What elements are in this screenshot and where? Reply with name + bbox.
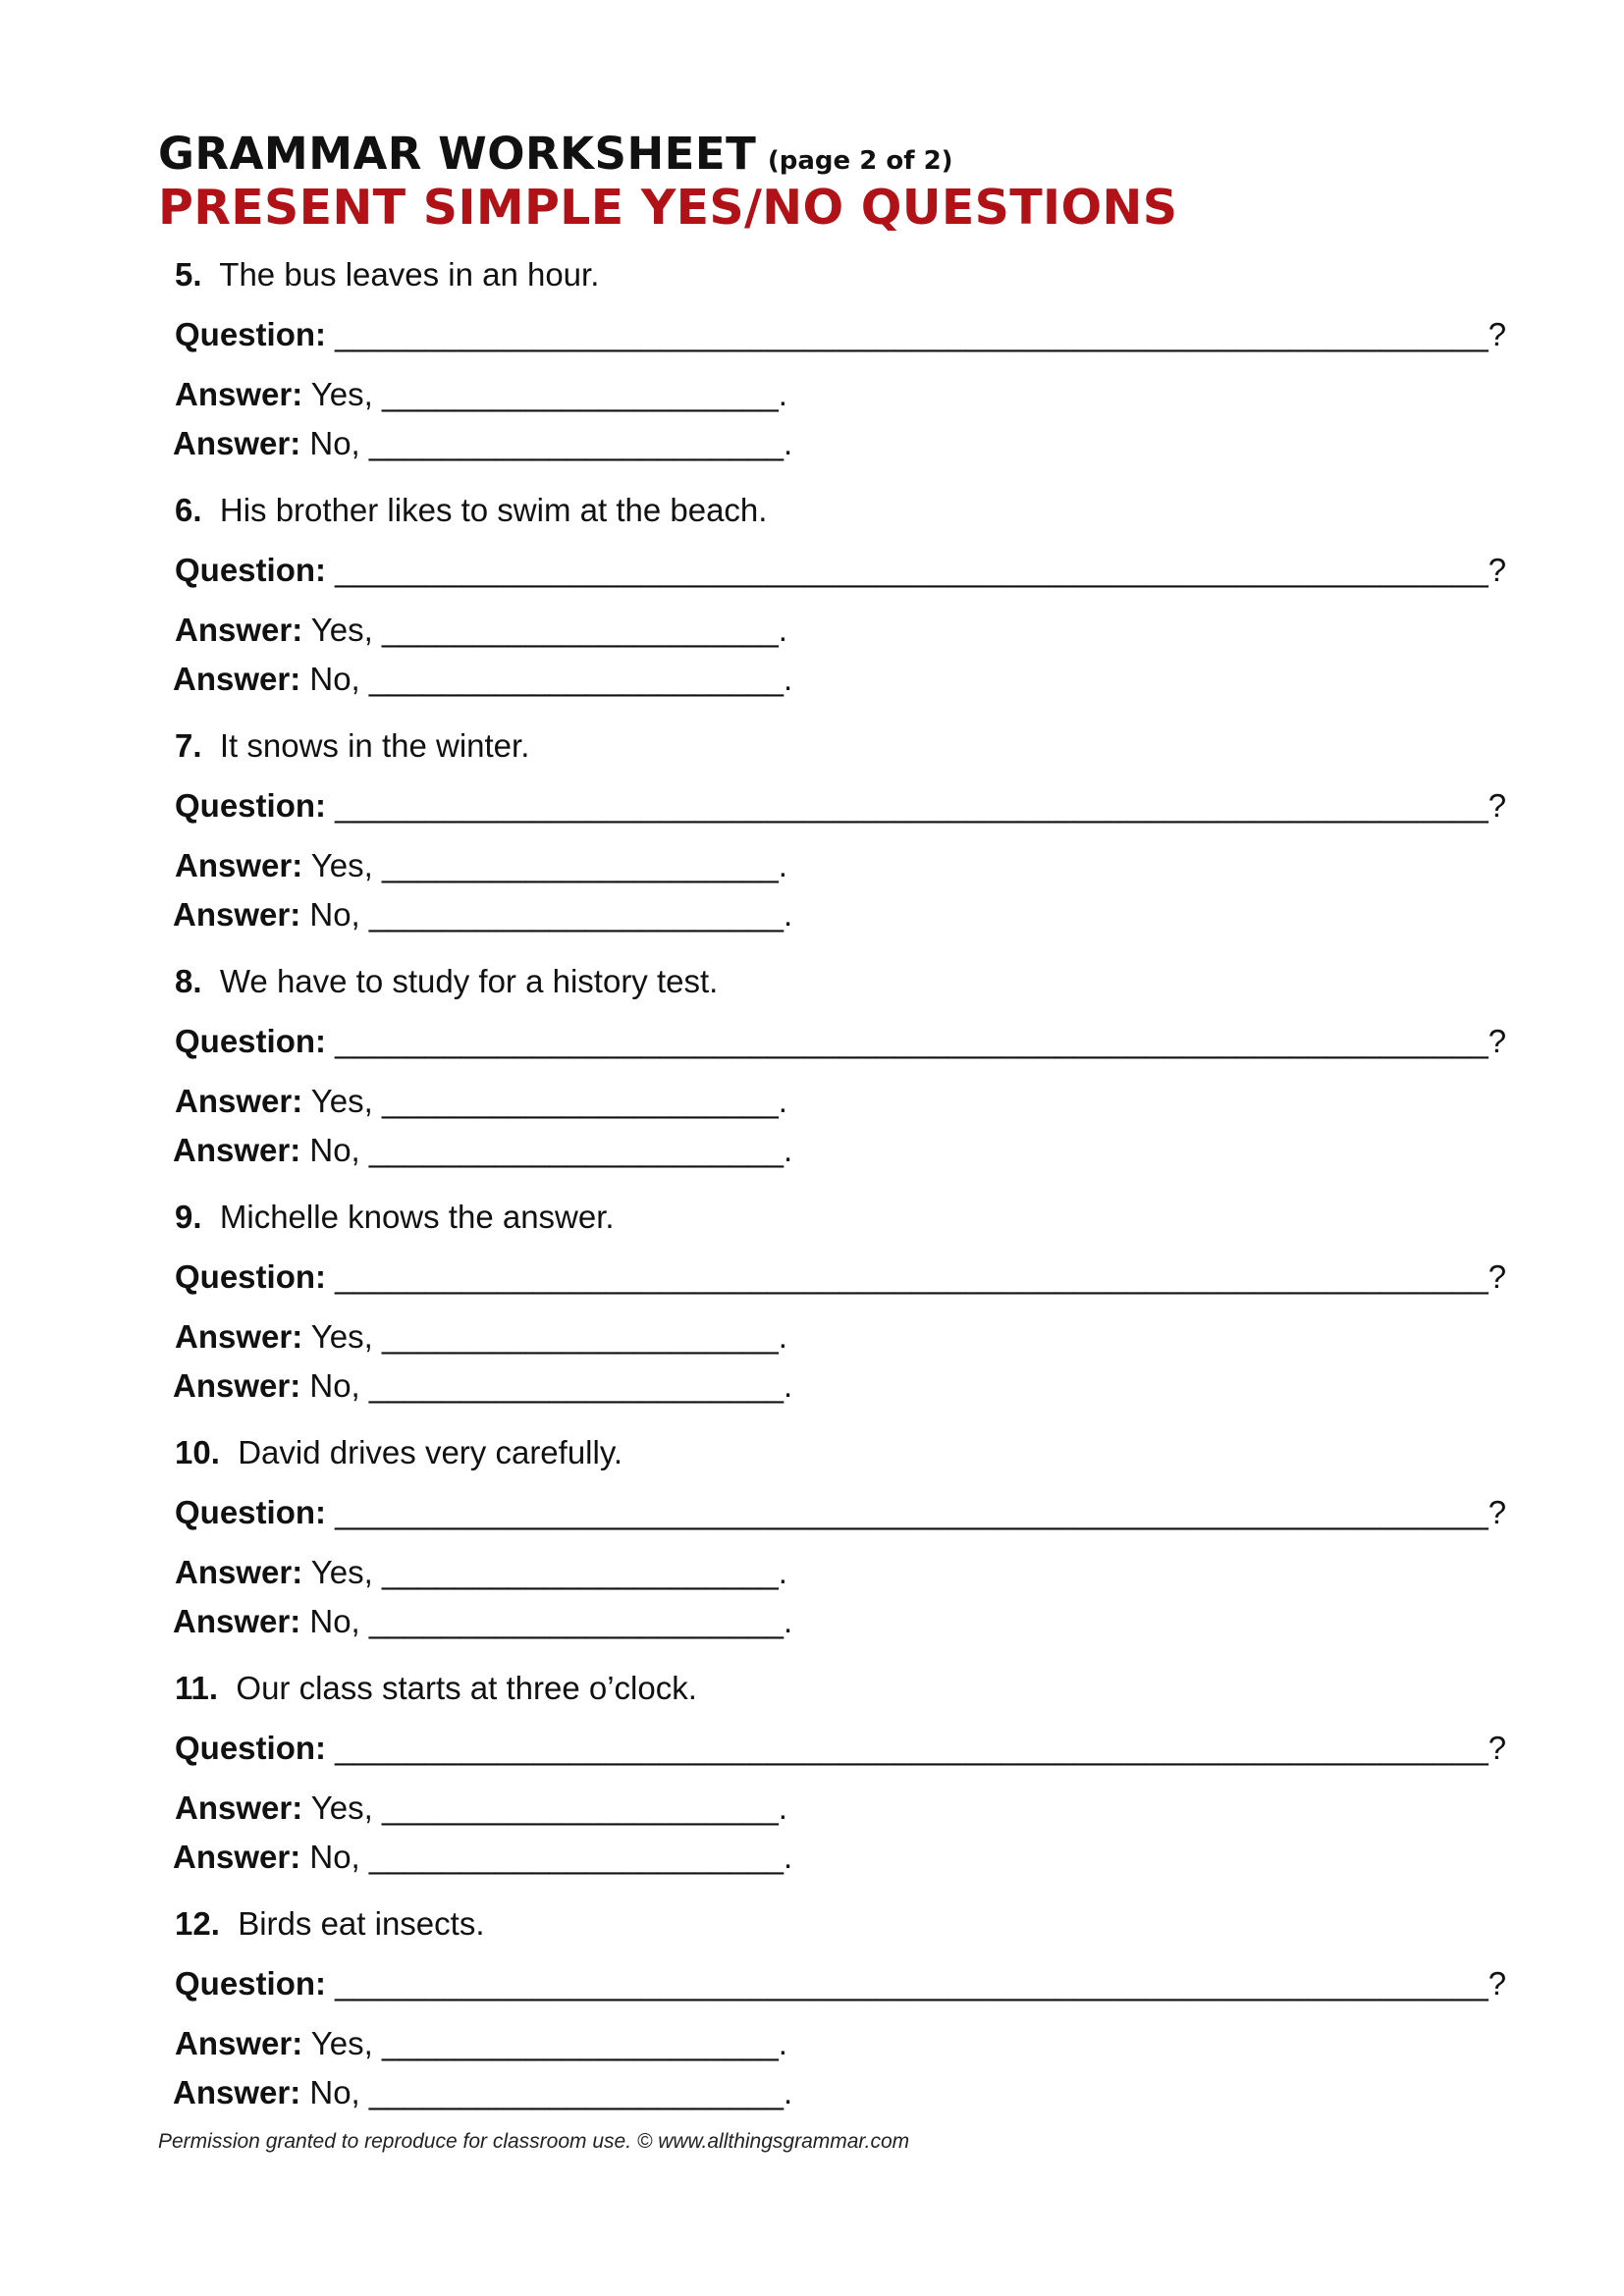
- item-sentence-text: We have to study for a history test.: [219, 963, 719, 999]
- answer-label: Answer:: [175, 376, 303, 412]
- item-sentence: [175, 1433, 623, 1472]
- no-prefix: No,: [309, 1132, 360, 1168]
- yes-blank: ______________________.: [381, 1554, 787, 1590]
- answer-label: Answer:: [173, 425, 301, 461]
- item-number: 9.: [175, 1199, 202, 1235]
- question-label: Question:: [175, 1023, 326, 1059]
- item-sentence: [175, 1669, 697, 1708]
- yes-prefix: Yes,: [310, 1318, 373, 1355]
- item-sentence-text: His brother likes to swim at the beach.: [219, 492, 768, 528]
- item-sentence-text: Michelle knows the answer.: [219, 1199, 615, 1235]
- question-label: Question:: [175, 1494, 326, 1530]
- answer-yes-line: [175, 846, 787, 885]
- answer-label: Answer:: [175, 1554, 303, 1590]
- no-prefix: No,: [309, 896, 360, 933]
- question-blank: ________________________________________________________________?: [335, 552, 1507, 588]
- answer-yes-line: [175, 2024, 787, 2063]
- answer-label: Answer:: [175, 1318, 303, 1355]
- yes-blank: ______________________.: [381, 1318, 787, 1355]
- question-label: Question:: [175, 1258, 326, 1295]
- worksheet-title: GRAMMAR WORKSHEET: [158, 128, 757, 180]
- answer-yes-line: [175, 1082, 787, 1121]
- answer-label: Answer:: [175, 1083, 303, 1119]
- answer-no-line: [173, 1131, 792, 1170]
- question-line: [175, 551, 1506, 590]
- item-sentence: [175, 1904, 485, 1944]
- yes-blank: ______________________.: [381, 1083, 787, 1119]
- yes-prefix: Yes,: [310, 1789, 373, 1826]
- exercise-item-8: [173, 962, 1507, 1198]
- answer-label: Answer:: [173, 1367, 301, 1404]
- answer-yes-line: [175, 1789, 787, 1828]
- exercise-item-5: [173, 255, 1507, 491]
- no-blank: _______________________.: [368, 896, 793, 933]
- answer-yes-line: [175, 611, 787, 650]
- answer-label: Answer:: [173, 1839, 301, 1875]
- answer-label: Answer:: [173, 896, 301, 933]
- item-sentence: [175, 491, 767, 530]
- item-sentence: [175, 1198, 615, 1237]
- question-line: [175, 315, 1506, 354]
- answer-no-line: [173, 1602, 792, 1641]
- yes-blank: ______________________.: [381, 847, 787, 883]
- question-label: Question:: [175, 552, 326, 588]
- answer-no-line: [173, 1838, 792, 1877]
- item-sentence-text: Our class starts at three o’clock.: [236, 1670, 697, 1706]
- item-number: 10.: [175, 1434, 220, 1470]
- question-line: [175, 1493, 1506, 1532]
- exercise-item-7: [173, 726, 1507, 962]
- question-blank: ________________________________________________________________?: [335, 1494, 1507, 1530]
- item-sentence: [175, 726, 529, 766]
- item-number: 5.: [175, 256, 202, 293]
- answer-label: Answer:: [173, 2074, 301, 2110]
- item-sentence-text: It snows in the winter.: [219, 727, 530, 764]
- answer-no-line: [173, 895, 792, 934]
- answer-label: Answer:: [173, 1603, 301, 1639]
- no-prefix: No,: [309, 661, 360, 697]
- answer-no-line: [173, 1366, 792, 1406]
- item-number: 11.: [175, 1670, 219, 1706]
- yes-blank: ______________________.: [381, 376, 787, 412]
- answer-yes-line: [175, 1317, 787, 1357]
- answer-no-line: [173, 660, 792, 699]
- no-prefix: No,: [309, 2074, 360, 2110]
- worksheet-subtitle: PRESENT SIMPLE YES/NO QUESTIONS: [158, 180, 1178, 236]
- question-label: Question:: [175, 316, 326, 352]
- answer-label: Answer:: [175, 2025, 303, 2061]
- item-number: 6.: [175, 492, 202, 528]
- yes-prefix: Yes,: [310, 2025, 373, 2061]
- answer-label: Answer:: [175, 1789, 303, 1826]
- question-line: [175, 1729, 1506, 1768]
- no-blank: _______________________.: [368, 2074, 793, 2110]
- exercise-item-9: [173, 1198, 1507, 1433]
- worksheet-title-line: [158, 128, 953, 180]
- question-line: [175, 1964, 1506, 2003]
- answer-label: Answer:: [173, 661, 301, 697]
- answer-label: Answer:: [173, 1132, 301, 1168]
- question-blank: ________________________________________________________________?: [335, 1730, 1507, 1766]
- question-blank: ________________________________________________________________?: [335, 787, 1507, 824]
- item-sentence-text: David drives very carefully.: [238, 1434, 623, 1470]
- answer-label: Answer:: [175, 847, 303, 883]
- question-line: [175, 1257, 1506, 1297]
- item-number: 7.: [175, 727, 202, 764]
- question-blank: ________________________________________________________________?: [335, 1965, 1507, 2002]
- exercise-item-12: [173, 1904, 1507, 2140]
- item-number: 12.: [175, 1905, 220, 1942]
- no-blank: _______________________.: [368, 425, 793, 461]
- item-sentence-text: Birds eat insects.: [238, 1905, 485, 1942]
- question-blank: ________________________________________________________________?: [335, 1258, 1507, 1295]
- yes-prefix: Yes,: [310, 376, 373, 412]
- item-sentence-text: The bus leaves in an hour.: [219, 256, 600, 293]
- question-label: Question:: [175, 787, 326, 824]
- no-blank: _______________________.: [368, 661, 793, 697]
- no-blank: _______________________.: [368, 1603, 793, 1639]
- answer-yes-line: [175, 1553, 787, 1592]
- answer-no-line: [173, 2073, 792, 2112]
- answer-label: Answer:: [175, 612, 303, 648]
- page-indicator: (page 2 of 2): [767, 146, 953, 176]
- question-label: Question:: [175, 1965, 326, 2002]
- item-sentence: [175, 962, 718, 1001]
- item-sentence: [175, 255, 599, 294]
- no-prefix: No,: [309, 1839, 360, 1875]
- answer-no-line: [173, 424, 792, 463]
- exercise-item-11: [173, 1669, 1507, 1904]
- no-prefix: No,: [309, 425, 360, 461]
- question-label: Question:: [175, 1730, 326, 1766]
- yes-prefix: Yes,: [310, 1083, 373, 1119]
- yes-blank: ______________________.: [381, 1789, 787, 1826]
- yes-blank: ______________________.: [381, 2025, 787, 2061]
- no-prefix: No,: [309, 1603, 360, 1639]
- no-blank: _______________________.: [368, 1839, 793, 1875]
- exercise-item-6: [173, 491, 1507, 726]
- yes-blank: ______________________.: [381, 612, 787, 648]
- no-blank: _______________________.: [368, 1367, 793, 1404]
- exercise-item-10: [173, 1433, 1507, 1669]
- question-blank: ________________________________________________________________?: [335, 316, 1507, 352]
- no-prefix: No,: [309, 1367, 360, 1404]
- yes-prefix: Yes,: [310, 612, 373, 648]
- permission-footer: Permission granted to reproduce for classroom use. © www.allthingsgrammar.com: [158, 2130, 910, 2153]
- no-blank: _______________________.: [368, 1132, 793, 1168]
- question-line: [175, 786, 1506, 826]
- answer-yes-line: [175, 375, 787, 414]
- yes-prefix: Yes,: [310, 1554, 373, 1590]
- question-line: [175, 1022, 1506, 1061]
- yes-prefix: Yes,: [310, 847, 373, 883]
- question-blank: ________________________________________________________________?: [335, 1023, 1507, 1059]
- item-number: 8.: [175, 963, 202, 999]
